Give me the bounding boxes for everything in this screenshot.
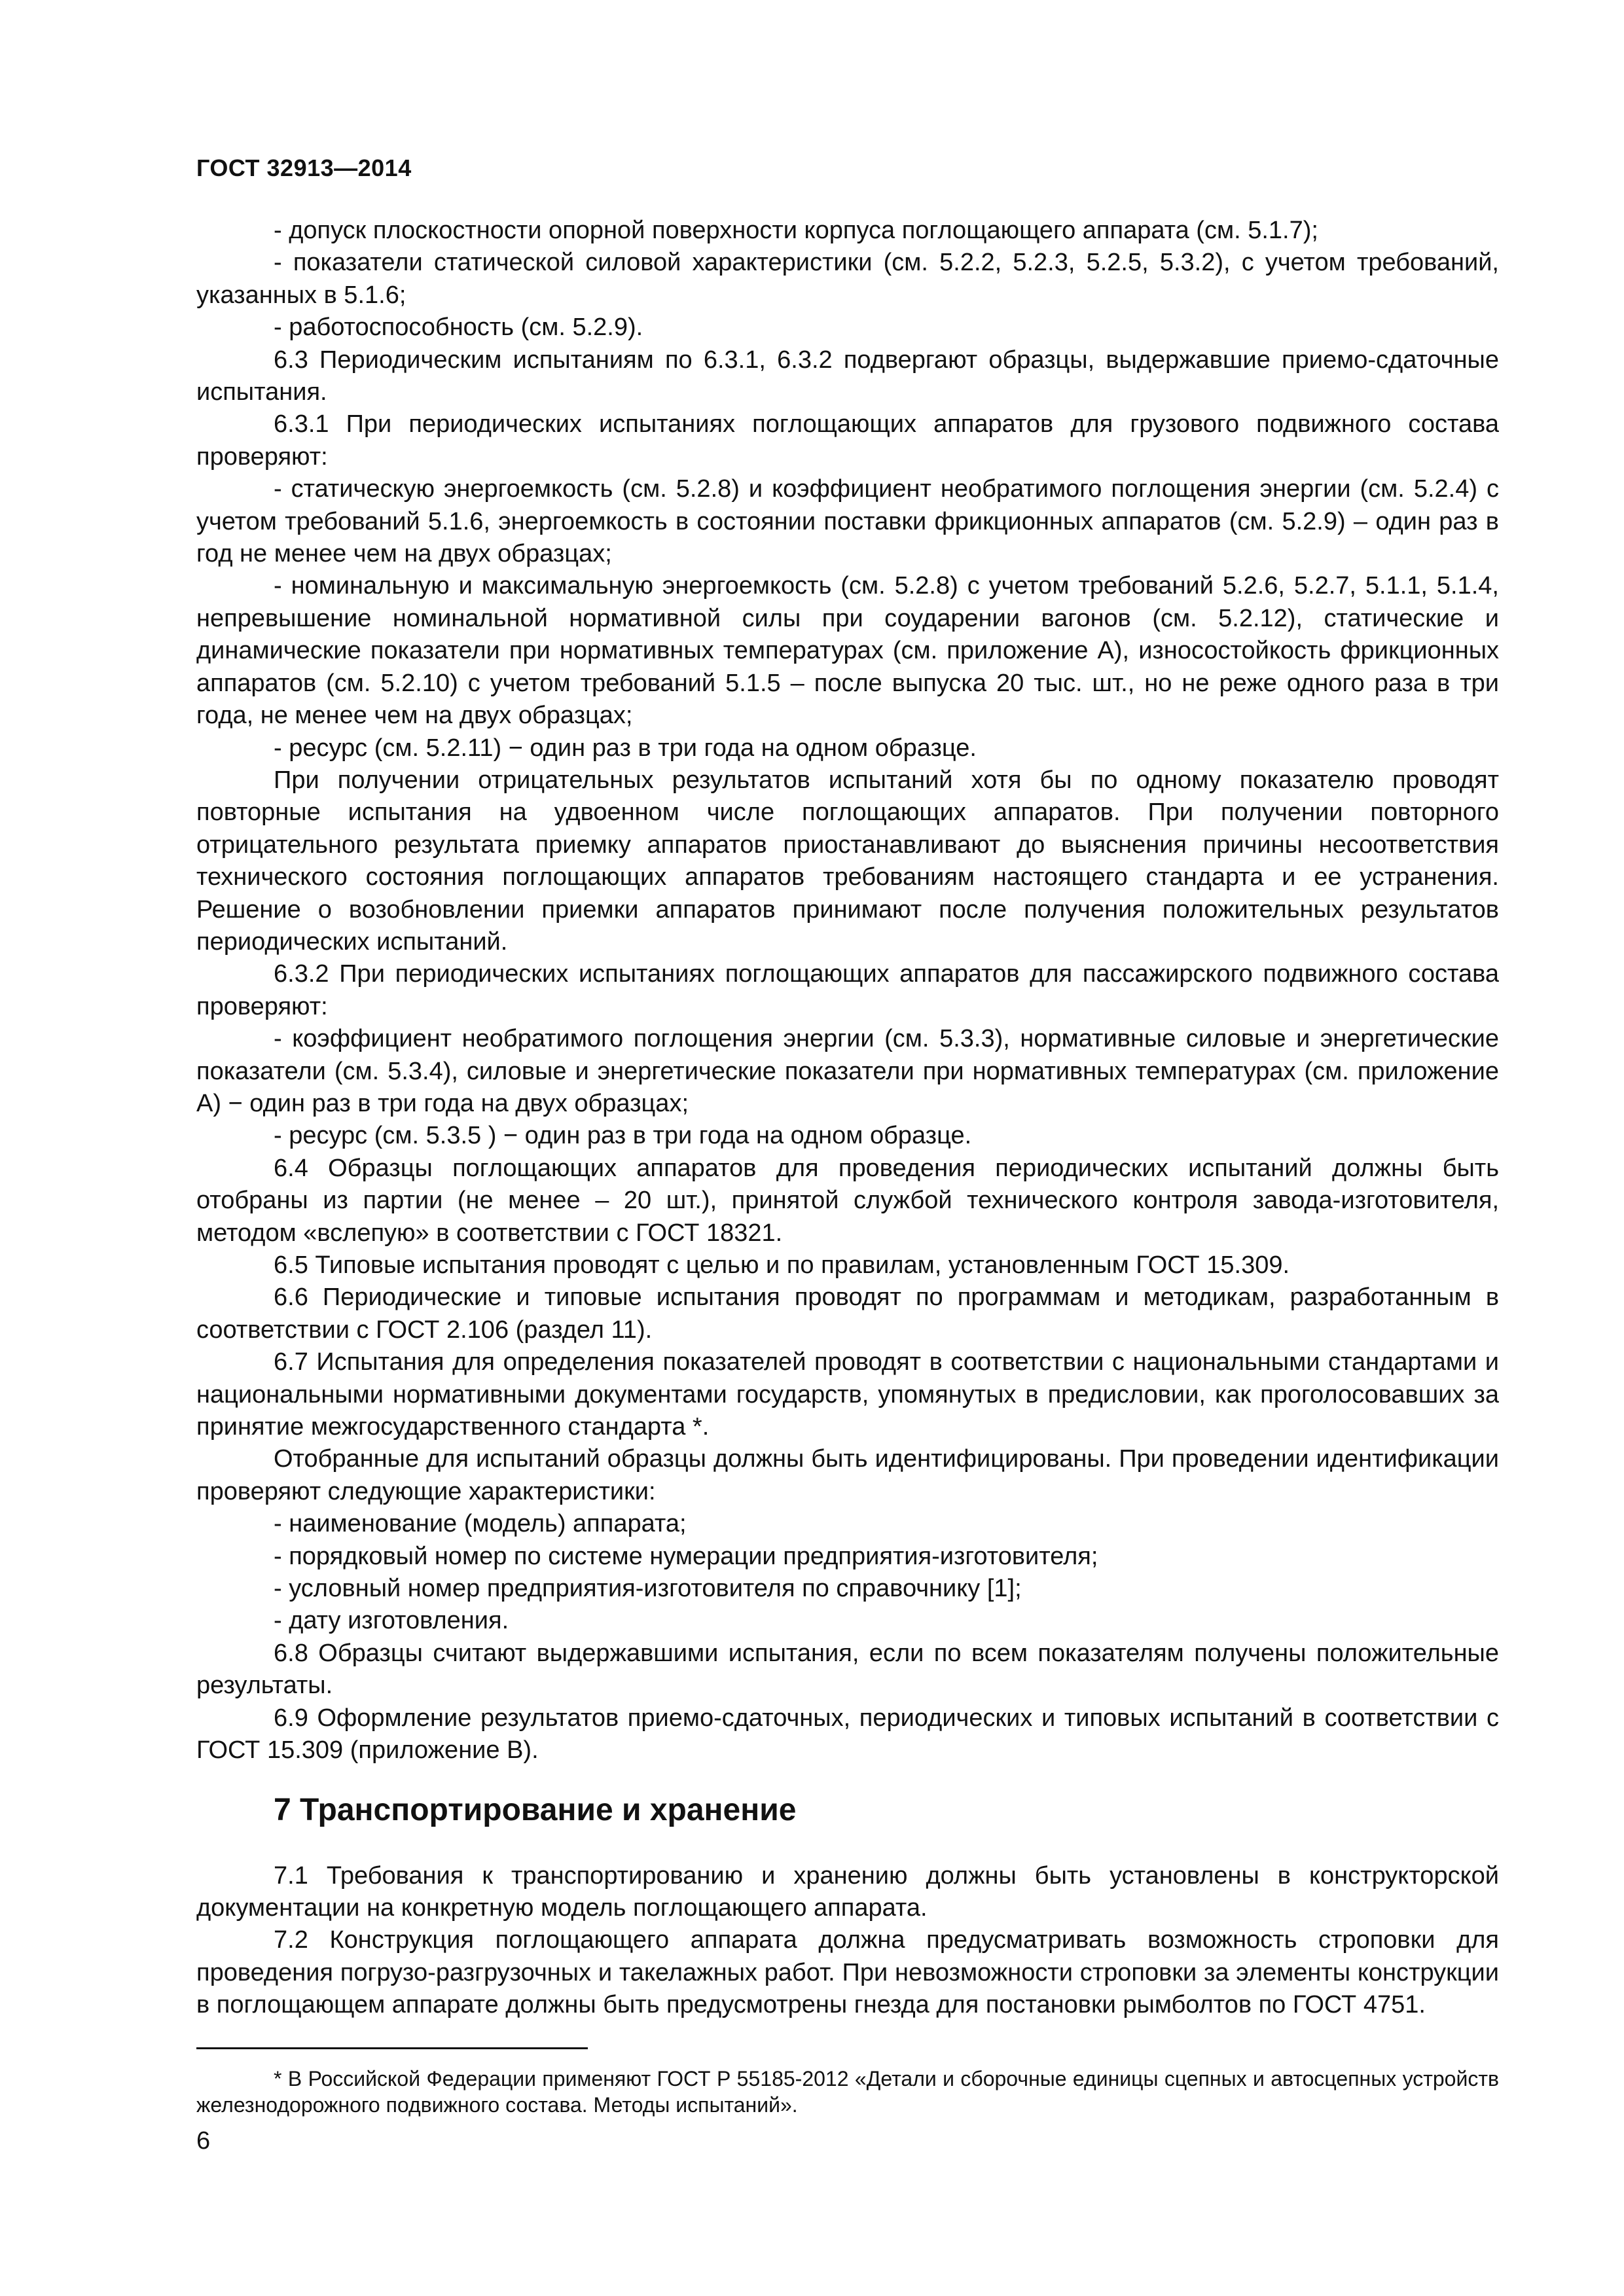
page-number: 6: [196, 2127, 211, 2155]
paragraph: 6.3 Периодическим испытаниям по 6.3.1, 6.3.2 подвергают образцы, выдержавшие приемо-сдаточные испытания.: [196, 346, 1499, 406]
paragraph: - статическую энергоемкость (см. 5.2.8) и коэффициент необратимого поглощения энергии (см. 5.2.4) с учетом требований 5.1.6, энергоемкость в состоянии поставки фрикционных аппаратов (см. 5.2.9) – один раз в год не менее чем на двух образцах;: [196, 475, 1499, 568]
paragraph: - ресурс (см. 5.3.5 ) − один раз в три года на одном образце.: [274, 1122, 972, 1150]
footnote-divider: [196, 2047, 588, 2049]
paragraph: - показатели статической силовой характеристики (см. 5.2.2, 5.2.3, 5.2.5, 5.3.2), с учетом требований, указанных в 5.1.6;: [196, 249, 1499, 309]
paragraph: - допуск плоскостности опорной поверхности корпуса поглощающего аппарата (см. 5.1.7);: [274, 217, 1318, 244]
paragraph: 6.3.1 При периодических испытаниях поглощающих аппаратов для грузового подвижного состава проверяют:: [196, 410, 1499, 471]
document-code-header: ГОСТ 32913—2014: [196, 154, 412, 181]
footnote: * В Российской Федерации применяют ГОСТ Р 55185-2012 «Детали и сборочные единицы сцепных и автосцепных устройств железнодорожного подвижного состава. Методы испытаний».: [196, 2067, 1499, 2117]
paragraph: 6.3.2 При периодических испытаниях поглощающих аппаратов для пассажирского подвижного состава проверяют:: [196, 960, 1499, 1020]
paragraph: - дату изготовления.: [274, 1607, 509, 1635]
paragraph: - наименование (модель) аппарата;: [274, 1510, 687, 1538]
paragraph: 6.9 Оформление результатов приемо-сдаточных, периодических и типовых испытаний в соответствии с ГОСТ 15.309 (приложение В).: [196, 1704, 1499, 1765]
section-heading: 7 Транспортирование и хранение: [274, 1792, 797, 1827]
paragraph: Отобранные для испытаний образцы должны быть идентифицированы. При проведении идентификации проверяют следующие характеристики:: [196, 1445, 1499, 1505]
paragraph: 6.6 Периодические и типовые испытания проводят по программам и методикам, разработанным в соответствии с ГОСТ 2.106 (раздел 11).: [196, 1283, 1499, 1344]
paragraph: - работоспособность (см. 5.2.9).: [274, 314, 643, 342]
paragraph: 7.1 Требования к транспортированию и хранению должны быть установлены в конструкторской документации на конкретную модель поглощающего аппарата.: [196, 1861, 1499, 1922]
paragraph: 7.2 Конструкция поглощающего аппарата должна предусматривать возможность строповки для проведения погрузо-разгрузочных и такелажных работ. При невозможности строповки за элементы конструкции в поглощающем аппарате должны быть предусмотрены гнезда для постановки рымболтов по ГОСТ 4751.: [196, 1926, 1499, 2019]
paragraph: При получении отрицательных результатов испытаний хотя бы по одному показателю проводят повторные испытания на удвоенном числе поглощающих аппаратов. При получении повторного отрицательного результата приемку аппаратов приостанавливают до выяснения причины несоответствия технического состояния поглощающих аппаратов требованиям настоящего стандарта и ее устранения. Решение о возобновлении приемки аппаратов принимают после получения положительных результатов периодических испытаний.: [196, 766, 1499, 956]
document-body: [196, 215, 1499, 2022]
paragraph: 6.7 Испытания для определения показателей проводят в соответствии с национальными стандартами и национальными нормативными документами государств, упомянутых в предисловии, как проголосовавших за принятие межгосударственного стандарта *.: [196, 1348, 1499, 1441]
paragraph: - номинальную и максимальную энергоемкость (см. 5.2.8) с учетом требований 5.2.6, 5.2.7, 5.1.1, 5.1.4, непревышение номинальной нормативной силы при соударении вагонов (см. 5.2.12), статические и динамические показатели при нормативных температурах (см. приложение А), износостойкость фрикционных аппаратов (см. 5.2.10) с учетом требований 5.1.5 – после выпуска 20 тыс. шт., но не реже одного раза в три года, не менее чем на двух образцах;: [196, 572, 1499, 730]
paragraph: 6.4 Образцы поглощающих аппаратов для проведения периодических испытаний должны быть отобраны из партии (не менее – 20 шт.), принятой службой технического контроля завода-изготовителя, методом «вслепую» в соответствии с ГОСТ 18321.: [196, 1154, 1499, 1247]
paragraph: 6.5 Типовые испытания проводят с целью и по правилам, установленным ГОСТ 15.309.: [274, 1251, 1290, 1279]
paragraph: - условный номер предприятия-изготовителя по справочнику [1];: [274, 1575, 1022, 1603]
paragraph: 6.8 Образцы считают выдержавшими испытания, если по всем показателям получены положительные результаты.: [196, 1639, 1499, 1700]
paragraph: - порядковый номер по системе нумерации предприятия-изготовителя;: [274, 1542, 1098, 1570]
paragraph: - ресурс (см. 5.2.11) − один раз в три года на одном образце.: [274, 734, 977, 762]
paragraph: - коэффициент необратимого поглощения энергии (см. 5.3.3), нормативные силовые и энергетические показатели (см. 5.3.4), силовые и энергетические показатели при нормативных температурах (см. приложение А) − один раз в три года на двух образцах;: [196, 1025, 1499, 1117]
